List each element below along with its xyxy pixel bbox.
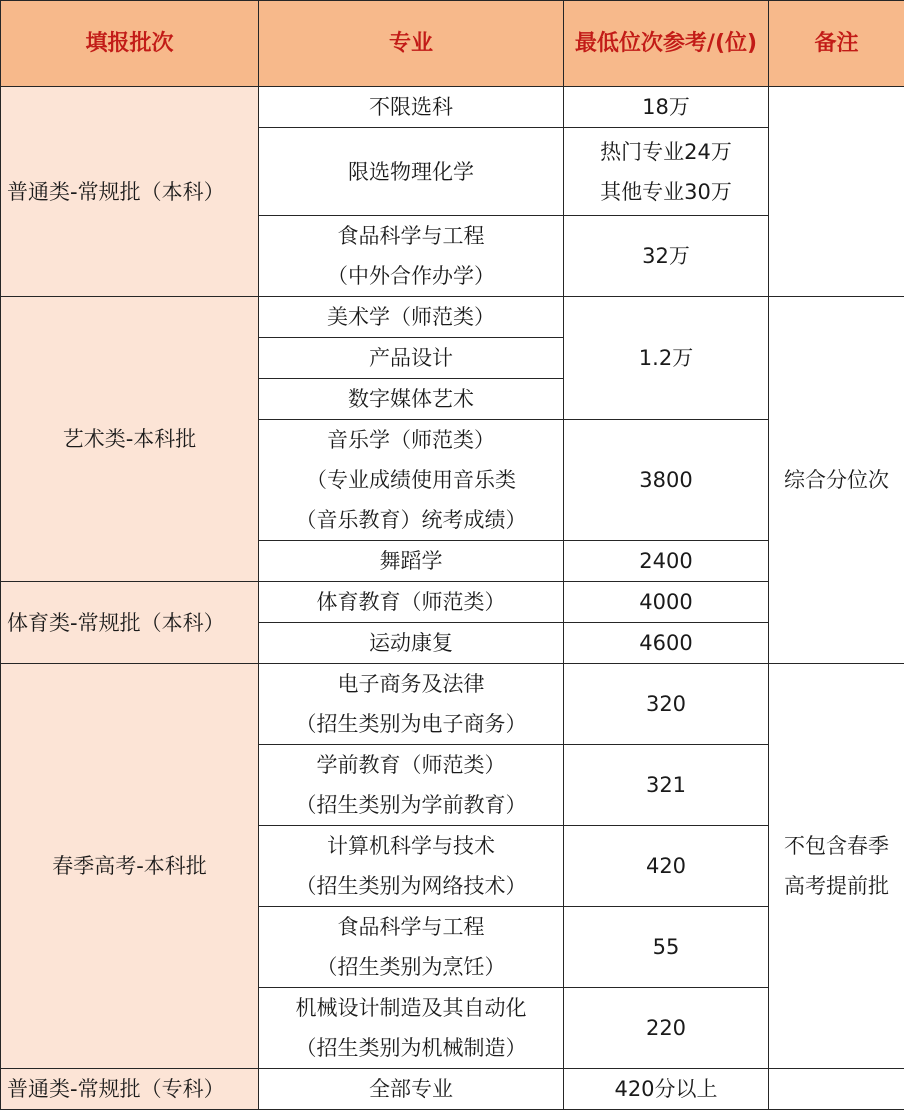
major-line: 食品科学与工程 (261, 907, 561, 947)
rank-line: 321 (566, 765, 766, 805)
rank-line: 4600 (566, 623, 766, 663)
major-line: （招生类别为机械制造） (261, 1028, 561, 1068)
rank-line: 320 (566, 684, 766, 724)
major-line: 美术学（师范类） (261, 297, 561, 337)
rank-cell (564, 988, 769, 1069)
major-line: 机械设计制造及其自动化 (261, 988, 561, 1028)
major-cell (259, 623, 564, 664)
major-line: 食品科学与工程 (261, 216, 561, 256)
major-cell (259, 988, 564, 1069)
note-cell (769, 664, 904, 1069)
header-note: 备注 (769, 1, 904, 87)
note-line: 综合分位次 (771, 460, 902, 500)
batch-cell: 体育类-常规批（本科） (1, 582, 259, 664)
major-cell (259, 826, 564, 907)
major-line: 限选物理化学 (261, 152, 561, 192)
rank-cell (564, 216, 769, 297)
batch-cell: 春季高考-本科批 (1, 664, 259, 1069)
table-row (1, 87, 904, 128)
major-cell (259, 379, 564, 420)
major-line: 不限选科 (261, 87, 561, 127)
major-line: （招生类别为电子商务） (261, 704, 561, 744)
major-line: （音乐教育）统考成绩） (261, 500, 561, 540)
rank-line: 4000 (566, 582, 766, 622)
major-cell (259, 128, 564, 216)
rank-line: 1.2万 (566, 338, 766, 378)
major-cell (259, 907, 564, 988)
rank-cell (564, 582, 769, 623)
note-cell (769, 297, 904, 664)
major-line: （中外合作办学） (261, 256, 561, 296)
major-cell (259, 745, 564, 826)
major-line: 音乐学（师范类） (261, 420, 561, 460)
table-row (1, 664, 904, 745)
major-cell (259, 1069, 564, 1110)
major-cell (259, 541, 564, 582)
major-line: 计算机科学与技术 (261, 826, 561, 866)
major-line: （专业成绩使用音乐类 (261, 460, 561, 500)
rank-cell (564, 826, 769, 907)
table-row (1, 1069, 904, 1110)
rank-line: 2400 (566, 541, 766, 581)
rank-cell (564, 297, 769, 420)
major-cell (259, 297, 564, 338)
rank-line: 其他专业30万 (566, 172, 766, 212)
table-row (1, 582, 904, 623)
major-line: 电子商务及法律 (261, 664, 561, 704)
header-row (1, 1, 904, 87)
major-line: 学前教育（师范类） (261, 745, 561, 785)
major-cell (259, 338, 564, 379)
rank-line: 420分以上 (566, 1069, 766, 1109)
major-line: 舞蹈学 (261, 541, 561, 581)
major-line: 运动康复 (261, 623, 561, 663)
rank-cell (564, 420, 769, 541)
major-line: （招生类别为烹饪） (261, 947, 561, 987)
rank-cell (564, 541, 769, 582)
rank-cell (564, 907, 769, 988)
rank-cell (564, 664, 769, 745)
rank-cell (564, 87, 769, 128)
batch-cell: 普通类-常规批（本科） (1, 87, 259, 297)
major-line: （招生类别为学前教育） (261, 785, 561, 825)
batch-cell: 普通类-常规批（专科） (1, 1069, 259, 1110)
major-cell (259, 216, 564, 297)
rank-cell (564, 623, 769, 664)
major-line: 体育教育（师范类） (261, 582, 561, 622)
major-line: 全部专业 (261, 1069, 561, 1109)
rank-line: 32万 (566, 236, 766, 276)
major-cell (259, 582, 564, 623)
rank-cell (564, 1069, 769, 1110)
rank-line: 3800 (566, 460, 766, 500)
note-line: 高考提前批 (771, 866, 902, 906)
rank-line: 55 (566, 927, 766, 967)
rank-line: 420 (566, 846, 766, 886)
header-major: 专业 (259, 1, 564, 87)
note-line: 不包含春季 (771, 826, 902, 866)
major-cell (259, 87, 564, 128)
rank-cell (564, 128, 769, 216)
batch-cell: 艺术类-本科批 (1, 297, 259, 582)
major-cell (259, 664, 564, 745)
rank-line: 18万 (566, 87, 766, 127)
note-cell-empty (769, 1069, 904, 1110)
major-line: （招生类别为网络技术） (261, 866, 561, 906)
major-line: 产品设计 (261, 338, 561, 378)
rank-line: 220 (566, 1008, 766, 1048)
header-rank: 最低位次参考/(位) (564, 1, 769, 87)
rank-cell (564, 745, 769, 826)
rank-line: 热门专业24万 (566, 132, 766, 172)
table-row (1, 297, 904, 338)
major-line: 数字媒体艺术 (261, 379, 561, 419)
major-cell (259, 420, 564, 541)
note-cell-empty (769, 87, 904, 297)
header-batch: 填报批次 (1, 1, 259, 87)
